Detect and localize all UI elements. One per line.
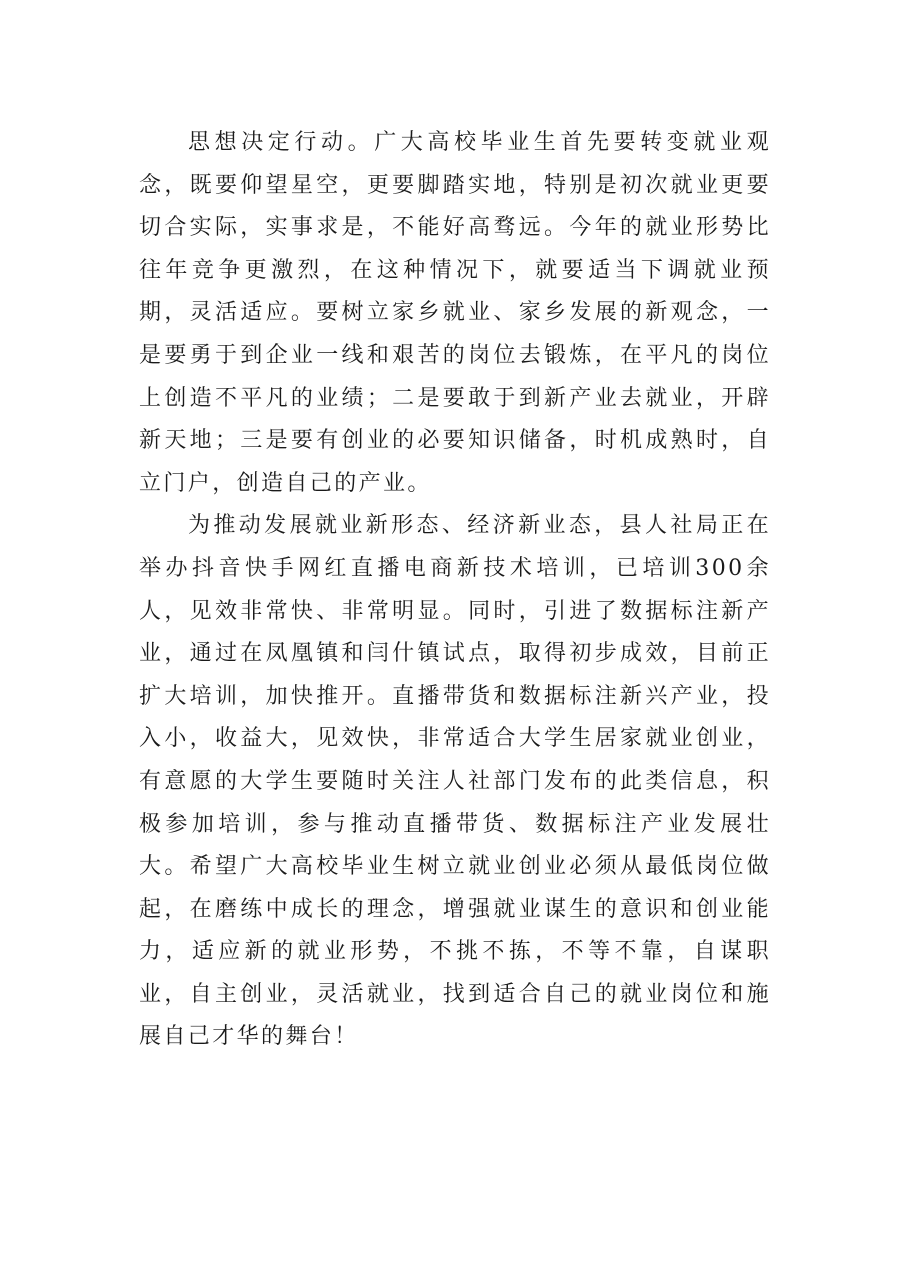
paragraph-1: 思想决定行动。广大高校毕业生首先要转变就业观念，既要仰望星空，更要脚踏实地，特别是初次就业更要切合实际，实事求是，不能好高骛远。今年的就业形势比往年竞争更激烈，在这种情况下，就要适当下调就业预期，灵活适应。要树立家乡就业、家乡发展的新观念，一是要勇于到企业一线和艰苦的岗位去锻炼，在平凡的岗位上创造不平凡的业绩；二是要敢于到新产业去就业，开辟新天地；三是要有创业的必要知识储备，时机成熟时，自立门户，创造自己的产业。: [139, 130, 771, 496]
paragraph-2: 为推动发展就业新形态、经济新业态，县人社局正在举办抖音快手网红直播电商新技术培训，已培训300余人，见效非常快、非常明显。同时，引进了数据标注新产业，通过在凤凰镇和闫什镇试点，取得初步成效，目前正扩大培训，加快推开。直播带货和数据标注新兴产业，投入小，收益大，见效快，非常适合大学生居家就业创业，有意愿的大学生要随时关注人社部门发布的此类信息，积极参加培训，参与推动直播带货、数据标注产业发展壮大。希望广大高校毕业生树立就业创业必须从最低岗位做起，在磨练中成长的理念，增强就业谋生的意识和创业能力，适应新的就业形势，不挑不拣，不等不靠，自谋职业，自主创业，灵活就业，找到适合自己的就业岗位和施展自己才华的舞台！: [139, 513, 771, 1050]
document-body: [139, 122, 771, 1059]
